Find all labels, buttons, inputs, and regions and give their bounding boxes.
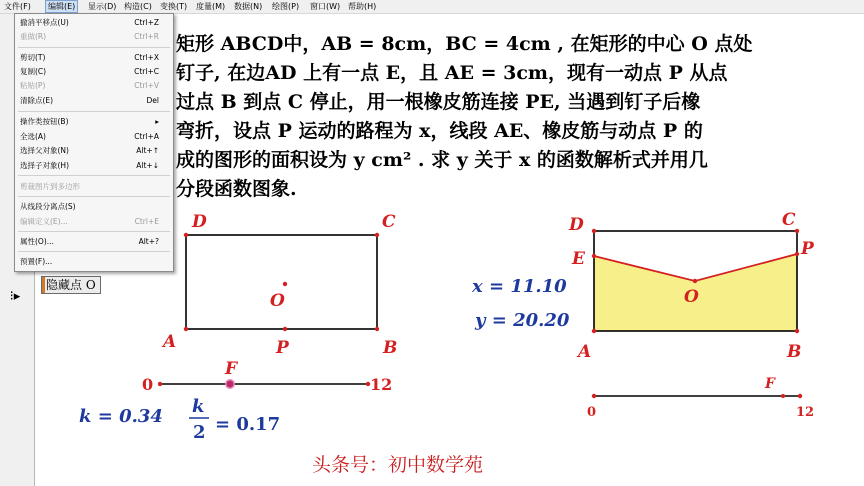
problem-line: 钉子, 在边AD 上有一点 E，且 AE = 3cm，现有一动点 P 从点 — [176, 62, 728, 84]
menu-display[interactable]: 显示(D) — [88, 2, 117, 11]
left-label-c: C — [382, 212, 396, 232]
menu-help[interactable]: 帮助(H) — [348, 2, 377, 11]
right-label-e: E — [572, 249, 585, 269]
right-label-o: O — [684, 287, 699, 307]
hide-point-button[interactable]: 隐藏点 O — [41, 276, 101, 294]
menu-item-crop-picture: 剪裁图片到多边形 — [20, 182, 80, 191]
menu-item-paste: 粘贴(P) Ctrl+V — [20, 81, 159, 90]
left-label-o: O — [270, 291, 285, 311]
custom-tool-icon[interactable]: ⁝▸ — [9, 289, 21, 304]
right-point-e[interactable] — [592, 254, 596, 258]
left-label-b: B — [383, 338, 398, 358]
left-point-b[interactable] — [375, 327, 379, 331]
menu-item-select-child[interactable]: 选择子对象(H) Alt+↓ — [20, 161, 159, 170]
problem-line: 矩形 ABCD中，AB = 8cm，BC = 4cm , 在矩形的中心 O 点处 — [176, 33, 753, 55]
x-readout[interactable]: x = 11.10 — [472, 276, 567, 297]
menu-separator — [18, 196, 170, 197]
menu-data[interactable]: 数据(N) — [234, 2, 263, 11]
right-label-d: D — [569, 215, 584, 235]
problem-line: 分段函数图象. — [176, 178, 297, 200]
problem-line: 弯折，设点 P 运动的路程为 x，线段 AE、橡皮筋与动点 P 的 — [176, 120, 703, 142]
right-slider-point-label: F — [765, 376, 775, 392]
menu-window[interactable]: 窗口(W) — [310, 2, 341, 11]
right-label-p: P — [801, 239, 814, 259]
left-point-d[interactable] — [184, 233, 188, 237]
fraction-denominator: 2 — [193, 422, 206, 443]
right-slider-end-label: 12 — [796, 405, 815, 420]
problem-line: 成的图形的面积设为 y cm² . 求 y 关于 x 的函数解析式并用几 — [176, 149, 708, 171]
left-slider-point-label: F — [225, 359, 238, 379]
left-slider-handle[interactable] — [226, 380, 234, 388]
menu-separator — [18, 231, 170, 232]
right-slider-start-point[interactable] — [592, 394, 596, 398]
submenu-arrow-icon: ▸ — [155, 117, 159, 126]
menu-construct[interactable]: 构造(C) — [124, 2, 152, 11]
menu-item-redo: 重做(R) Ctrl+R — [20, 32, 159, 41]
right-point-a[interactable] — [592, 329, 596, 333]
right-label-a: A — [578, 342, 592, 362]
menu-item-preferences[interactable]: 预置(F)... — [20, 257, 53, 266]
menu-edit[interactable]: 编辑(E) — [45, 0, 78, 13]
left-label-a: A — [163, 332, 177, 352]
menu-measure[interactable]: 度量(M) — [196, 2, 226, 11]
menu-item-edit-definition: 编辑定义(E)... Ctrl+E — [20, 217, 159, 226]
left-slider-start-point[interactable] — [158, 382, 162, 386]
menu-item-copy[interactable]: 复制(C) Ctrl+C — [20, 67, 159, 76]
left-point-a[interactable] — [184, 327, 188, 331]
left-rectangle — [186, 235, 377, 329]
right-point-o[interactable] — [693, 279, 697, 283]
left-point-c[interactable] — [375, 233, 379, 237]
right-label-c: C — [782, 210, 796, 230]
right-point-b[interactable] — [795, 329, 799, 333]
y-readout[interactable]: y = 20.20 — [475, 310, 570, 331]
menu-item-split-point[interactable]: 从线段分离点(S) — [20, 202, 76, 211]
menu-item-action-buttons[interactable]: 操作类按钮(B) ▸ — [20, 117, 159, 126]
menu-item-select-all[interactable]: 全选(A) Ctrl+A — [20, 132, 159, 141]
menu-item-clear[interactable]: 清除点(E) Del — [20, 96, 159, 105]
k-readout[interactable]: k = 0.34 — [79, 406, 163, 427]
menu-separator — [18, 47, 170, 48]
left-label-p: P — [276, 338, 289, 358]
menu-separator — [18, 175, 170, 176]
right-slider-end-point[interactable] — [798, 394, 802, 398]
problem-line: 过点 B 到点 C 停止，用一根橡皮筋连接 PE, 当遇到钉子后橡 — [176, 91, 701, 113]
menu-item-cut[interactable]: 剪切(T) Ctrl+X — [20, 53, 159, 62]
left-slider-start-label: 0 — [142, 375, 154, 394]
left-point-p[interactable] — [283, 327, 287, 331]
right-slider-handle[interactable] — [781, 394, 785, 398]
menu-graph[interactable]: 绘图(P) — [272, 2, 300, 11]
watermark-text: 头条号：初中数学苑 — [312, 454, 484, 476]
right-point-d[interactable] — [592, 229, 596, 233]
menu-separator — [18, 251, 170, 252]
menu-file[interactable]: 文件(F) — [4, 2, 31, 11]
right-slider-start-label: 0 — [587, 405, 597, 420]
right-label-b: B — [787, 342, 802, 362]
menu-separator — [18, 111, 170, 112]
menu-item-undo[interactable]: 撤消平移点(U) Ctrl+Z — [20, 18, 159, 27]
left-slider-end-label: 12 — [370, 375, 393, 394]
menu-transform[interactable]: 变换(T) — [160, 2, 188, 11]
fraction-value[interactable]: = 0.17 — [215, 414, 281, 435]
edit-menu-dropdown — [14, 13, 174, 272]
menu-item-select-parent[interactable]: 选择父对象(N) Alt+↑ — [20, 146, 159, 155]
left-point-o[interactable] — [283, 282, 287, 286]
fraction-numerator: k — [192, 396, 205, 417]
right-point-p[interactable] — [795, 252, 799, 256]
menu-item-properties[interactable]: 属性(O)... Alt+? — [20, 237, 159, 246]
left-label-d: D — [192, 212, 207, 232]
